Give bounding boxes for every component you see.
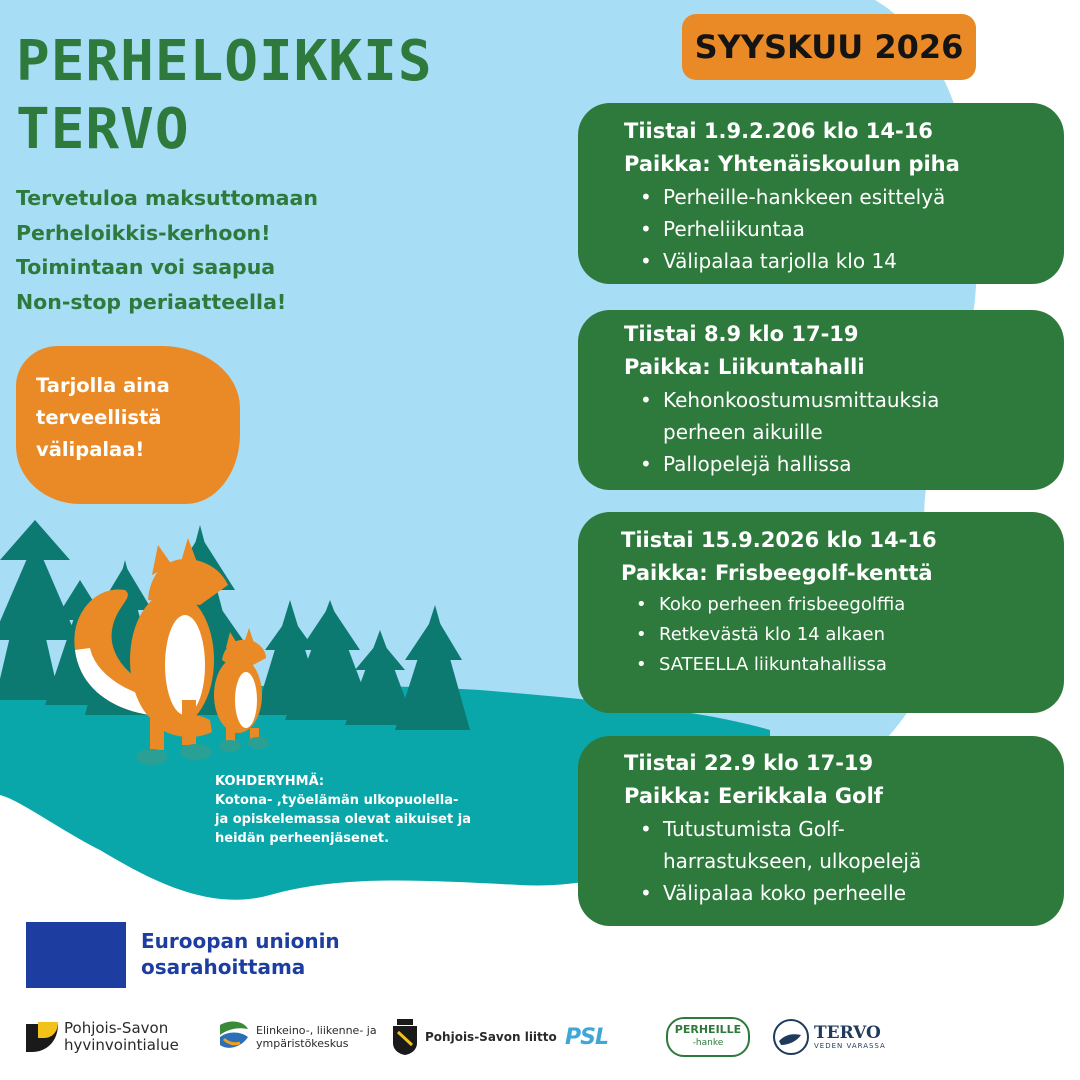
logo-pohjois-savon-liitto <box>389 1012 557 1062</box>
event-date: Tiistai 1.9.2.206 klo 14-16 <box>624 119 933 143</box>
target-group-text <box>215 772 471 848</box>
event-date: Tiistai 15.9.2026 klo 14-16 <box>621 528 937 552</box>
event-activity <box>663 877 1064 909</box>
activity-line: • SATEELLA liikuntahallissa <box>659 654 887 675</box>
activity-line: • Pallopelejä hallissa <box>663 452 852 476</box>
event-date: Tiistai 22.9 klo 17-19 <box>624 751 874 775</box>
event-date: Tiistai 8.9 klo 17-19 <box>624 322 859 346</box>
activity-line: • Kehonkoostumusmittauksia <box>663 388 940 412</box>
eu-line-1: Euroopan unionin <box>141 929 340 953</box>
event-activity <box>663 384 1064 448</box>
event-place: Paikka: Yhtenäiskoulun piha <box>624 152 960 176</box>
logo-text-line: Elinkeino-, liikenne- ja <box>256 1024 377 1037</box>
eu-line-2: osarahoittama <box>141 955 306 979</box>
event-place: Paikka: Eerikkala Golf <box>624 784 883 808</box>
snack-line-2: terveellistä <box>36 406 162 429</box>
activity-line: • Koko perheen frisbeegolffia <box>659 594 906 615</box>
intro-text <box>16 181 376 319</box>
perheille-badge <box>666 1017 750 1057</box>
event-activity <box>659 620 1064 650</box>
event-activity <box>663 448 1064 480</box>
intro-line-4: Non-stop periaatteella! <box>16 289 287 314</box>
intro-line-3: Toimintaan voi saapua <box>16 255 276 279</box>
logo-text-line: hyvinvointialue <box>64 1036 179 1054</box>
event-card-3 <box>578 512 1064 713</box>
tervo-emblem-icon <box>773 1019 809 1055</box>
perheille-subtext: -hanke <box>692 1038 724 1048</box>
tervo-wordmark: TERVO <box>814 1022 881 1043</box>
snack-line-1: Tarjolla aina <box>36 374 170 397</box>
ely-keskus-mark-icon <box>214 1017 254 1057</box>
logo-text-line: ympäristökeskus <box>256 1037 349 1050</box>
event-place: Paikka: Liikuntahalli <box>624 355 865 379</box>
target-heading: KOHDERYHMÄ: <box>215 774 325 789</box>
activity-line: • Välipalaa koko perheelle <box>663 881 907 905</box>
hyvinvointialue-mark-icon <box>24 1018 60 1056</box>
title-line-2: TERVO <box>16 97 190 162</box>
logo-perheille-hanke <box>666 1012 750 1062</box>
event-activity <box>663 245 1064 277</box>
activity-line: • Perheille-hankkeen esittelyä <box>663 185 946 209</box>
logo-psl <box>565 1012 608 1062</box>
activity-line: • Retkevästä klo 14 alkaen <box>659 624 885 645</box>
activity-line: perheen aikuille <box>663 420 823 444</box>
activity-line: • Perheliikuntaa <box>663 217 805 241</box>
liitto-coat-of-arms-icon <box>389 1017 421 1057</box>
event-activity-list <box>624 384 1064 480</box>
target-line: ja opiskelemassa olevat aikuiset ja <box>215 812 471 827</box>
event-place: Paikka: Frisbeegolf-kenttä <box>621 561 933 585</box>
poster-title <box>16 28 433 164</box>
tervo-text <box>814 1024 886 1051</box>
event-card-1 <box>578 103 1064 284</box>
activity-line: harrastukseen, ulkopelejä <box>663 849 922 873</box>
event-activity-list <box>624 813 1064 909</box>
snack-note-text <box>36 370 226 466</box>
eu-flag <box>26 922 126 988</box>
event-activity <box>663 213 1064 245</box>
event-activity <box>659 650 1064 680</box>
target-line: heidän perheenjäsenet. <box>215 831 390 846</box>
activity-line: • Välipalaa tarjolla klo 14 <box>663 249 897 273</box>
snack-line-3: välipalaa! <box>36 438 145 461</box>
event-activity <box>659 590 1064 620</box>
eu-funding-text <box>141 928 340 980</box>
logo-ely-keskus <box>214 1012 377 1062</box>
event-activity-list <box>624 181 1064 277</box>
event-card-2 <box>578 310 1064 490</box>
logo-tervo <box>773 1012 886 1062</box>
intro-line-1: Tervetuloa maksuttomaan <box>16 186 318 210</box>
logo-text-line: Pohjois-Savon <box>64 1019 169 1037</box>
intro-line-2: Perheloikkis-kerhoon! <box>16 220 271 245</box>
event-card-4 <box>578 736 1064 926</box>
tervo-subtext: VEDEN VARASSA <box>814 1041 886 1050</box>
event-activity <box>663 181 1064 213</box>
month-badge: SYYSKUU 2026 <box>682 14 976 80</box>
logo-text-line: Pohjois-Savon liitto <box>425 1029 557 1044</box>
psl-wordmark: PSL <box>565 1024 608 1050</box>
event-activity-list <box>621 590 1064 680</box>
activity-line: • Tutustumista Golf- <box>663 817 845 841</box>
logo-pohjois-savon-hyvinvointialue <box>24 1012 179 1062</box>
title-line-1: PERHELOIKKIS <box>16 29 433 94</box>
perheille-wordmark: PERHEILLE <box>674 1023 742 1036</box>
event-activity <box>663 813 1064 877</box>
target-line: Kotona- ,työelämän ulkopuolella- <box>215 793 459 808</box>
